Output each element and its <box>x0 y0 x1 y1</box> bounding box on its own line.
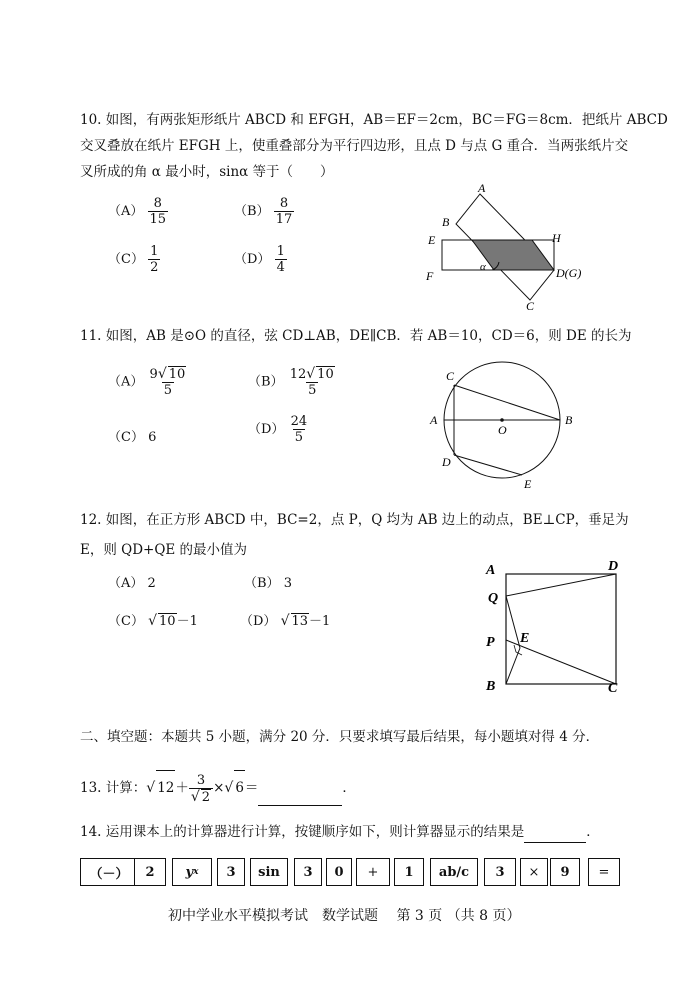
q10-label-e: E <box>428 233 436 247</box>
q12-option-d: （D） √ 13－1 <box>240 613 331 629</box>
q10-line-3: 叉所成的角 α 最小时，sinα 等于（ ） <box>80 164 334 180</box>
key-times: × <box>520 858 548 886</box>
q12-label-p: P <box>486 635 495 650</box>
key-0: 0 <box>326 858 352 886</box>
q13-line: 13. 计算：√ 12＋ $\frac{3}{√ 2}$ ×√ 6＝ ． <box>80 770 356 806</box>
q12-option-c: （C） √ 10－1 <box>108 613 198 629</box>
key-power: y x <box>172 858 212 886</box>
q10-option-b: （B） $\frac{8}{17}$ <box>234 196 293 227</box>
q11-label-e: E <box>524 477 532 491</box>
q10-label-b: B <box>442 215 450 229</box>
key-ab-c: ab/c <box>430 858 478 886</box>
key-plus: + <box>356 858 390 886</box>
q10-figure <box>420 182 600 312</box>
q11-option-b: （B） $\frac{12√ 10}{5}$ <box>248 366 334 398</box>
q11-figure <box>424 360 584 492</box>
section-2-heading: 二、填空题：本题共 5 小题，满分 20 分．只要求填写最后结果，每小题填对得 4 分． <box>80 729 600 745</box>
key-2: 2 <box>134 858 166 886</box>
q10-option-a: （A） $\frac{8}{15}$ <box>108 196 167 227</box>
q10-label-c: C <box>526 299 535 312</box>
q10-label-alpha: α <box>480 261 486 273</box>
q10-label-f: F <box>426 269 434 283</box>
q12-figure <box>480 554 630 696</box>
q11-line-1: 11. 如图，AB 是⊙O 的直径，弦 CD⊥AB，DE∥CB．若 AB＝10，CD＝6，则 DE 的长为 <box>80 328 632 344</box>
key-sin: sin <box>250 858 288 886</box>
q12-line-1: 12. 如图，在正方形 ABCD 中，BC=2，点 P，Q 均为 AB 边上的动点，BE⊥CP，垂足为 <box>80 512 629 528</box>
q12-label-a: A <box>486 563 496 578</box>
q12-label-q: Q <box>488 591 499 606</box>
q12-label-e: E <box>520 631 530 646</box>
q11-option-d: （D） $\frac{24}{5}$ <box>248 414 308 445</box>
q11-label-c: C <box>446 369 455 383</box>
q11-option-a: （A） $\frac{9√ 10}{5}$ <box>108 366 186 398</box>
q10-label-h: H <box>552 231 561 245</box>
key-3b: 3 <box>294 858 322 886</box>
q10-option-c: （C） $\frac{1}{2}$ <box>108 244 159 275</box>
key-negative: （－） <box>80 858 138 886</box>
page-footer: 初中学业水平模拟考试 数学试题 第 3 页 （共 8 页） <box>168 908 521 924</box>
key-3: 3 <box>217 858 245 886</box>
key-equals: = <box>588 858 620 886</box>
q12-label-c: C <box>608 681 618 696</box>
q10-label-a: A <box>478 182 486 195</box>
key-1: 1 <box>394 858 424 886</box>
q13-answer-blank <box>258 771 342 806</box>
q11-option-c: （C） 6 <box>108 430 157 445</box>
q14-answer-blank <box>524 822 586 843</box>
q10-label-d: D(G) <box>556 266 582 280</box>
q12-label-b: B <box>486 679 496 694</box>
q12-option-b: （B） 3 <box>244 576 292 591</box>
q12-label-d: D <box>608 559 619 574</box>
q11-label-b: B <box>565 413 573 427</box>
q10-line-1: 10. 如图，有两张矩形纸片 ABCD 和 EFGH，AB＝EF＝2cm，BC＝FG＝8cm．把纸片 ABCD <box>80 112 668 128</box>
q11-label-o: O <box>498 423 507 437</box>
q12-option-a: （A） 2 <box>108 576 156 591</box>
q11-label-a: A <box>430 413 438 427</box>
key-3c: 3 <box>484 858 516 886</box>
q10-line-2: 交叉叠放在纸片 EFGH 上，使重叠部分为平行四边形，且点 D 与点 G 重合．当两张纸片交 <box>80 138 629 154</box>
q12-line-2: E，则 QD+QE 的最小值为 <box>80 542 248 558</box>
q10-option-d: （D） $\frac{1}{4}$ <box>234 244 285 275</box>
q11-label-d: D <box>442 455 451 469</box>
key-9: 9 <box>550 858 580 886</box>
q14-line: 14. 运用课本上的计算器进行计算，按键顺序如下，则计算器显示的结果是 ． <box>80 822 600 843</box>
